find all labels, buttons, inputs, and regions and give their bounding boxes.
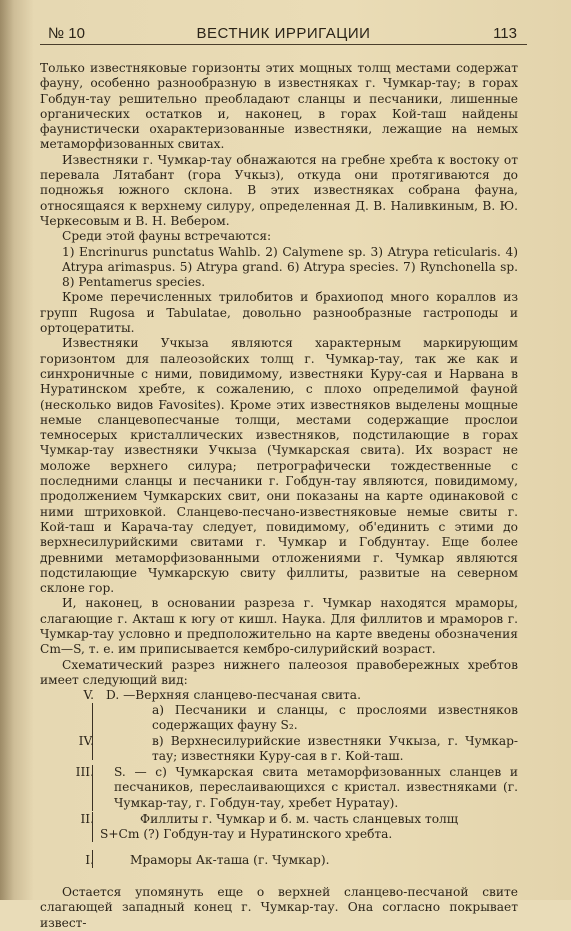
scheme-number-i: I.: [85, 853, 94, 868]
scheme-number-ii: II.: [80, 812, 94, 827]
paragraph-8: Схематический разрез нижнего палеозоя правобережных хребтов имеет следующий вид:: [40, 657, 518, 687]
scheme-brace-middle: [92, 765, 101, 811]
scheme-number-iv: IV.: [78, 734, 94, 749]
fauna-list: 1) Encrinurus punctatus Wahlb. 2) Calymene sp. 3) Atrypa reticularis. 4) Atrypa arimaspus. 5) Atrypa grand. 6) Atrypa species. 7) Rynchonella sp. 8) Pentamerus species.: [62, 244, 518, 290]
paragraph-2: Известняки г. Чумкар-тау обнажаются на гребне хребта к востоку от перевала Лятабант (гора Учкыз), откуда они протягиваются до подножья южного склона. В этих известняках собрана фауна, относящаяся к верхнему силуру, определенная Д. В. Наливкиным, В. Ю. Черкесовым и В. Н. Вебером.: [40, 152, 518, 228]
scheme-brace-upper: [92, 703, 101, 760]
paragraph-1: Только известняковые горизонты этих мощных толщ местами содержат фауну, особенно разнообразную в известняках г. Чумкар-тау; в горах Гобдун-тау решительно преобладают сланцы и песчаники, лишенные органических остатков и, наконец, в горах Кой-таш найдены фаунистически охарактеризованные известняки, лежащие на немых метаморфизованных свитах.: [40, 61, 518, 152]
scheme-item-f1: Филлиты г. Чумкар и б. м. часть сланцевых толщ: [140, 812, 459, 827]
scheme-item-a: а) Песчаники и сланцы, с прослоями известняков содержащих фауну S₂.: [152, 703, 518, 733]
page-number: 113: [493, 25, 517, 42]
scheme-item-f2: S+Cm (?) Гобдун-тау и Нуратинского хребта.: [100, 827, 393, 842]
scheme-number-iii: III.: [75, 765, 94, 780]
scheme-item-b: в) Верхнесилурийские известняки Учкыза, г. Чумкар-тау; известняки Куру-сая в г. Кой-таш.: [152, 734, 518, 764]
paragraph-6: Известняки Учкыза являются характерным маркирующим горизонтом для палеозойских толщ г. Чумкар-тау, так же как и синхроничные с ними, повидимому, известняки Куру-сая и Нарвана в Нуратинском хребте, к сожалению, с плохо определимой фауной (несколько видов Favosites). Кроме этих известняков выделены мощные немые сланцевопесчаные толщи, местами содержащие прослои темносерых кристаллических известняков, подстилающие в горах Чумкар-тау известняки Учкыза (Чумкарская свита). Их возраст не моложе верхнего силура; петрографически тождественные с последними сланцы и песчаники г. Гобдун-тау являются, повидимому, продолжением Чумкарских свит, они показаны на карте одинаковой с ними штриховкой. Сланцево-песчано-известняковые немые свиты г. Кой-таш и Карача-тау следует, повидимому, об'единить с этими до верхнесилурийскими свитами г. Чумкар и Гобдунтау. Еще более древними метаморфизованными отложениями г. Чумкар являются подстилающие Чумкарскую свиту филлиты, развитые на северном склоне гор.: [40, 336, 518, 596]
scheme-item-c: S. — с) Чумкарская свита метаморфизованных сланцев и песчаников, переслаивающихся с кристал. известняками (г. Чумкар-тау, г. Гобдун-тау, хребет Нуратау).: [114, 765, 518, 810]
paragraph-9: Остается упомянуть еще о верхней сланцево-песчаной свите слагающей западный конец г. Чумкар-тау. Она согласно покрывает извест-: [40, 885, 518, 930]
scheme-item-m: Мраморы Ак-таша (г. Чумкар).: [130, 853, 330, 868]
page-body: [40, 61, 518, 931]
running-header: [40, 22, 527, 45]
scheme-brace-bottom: [92, 850, 101, 868]
journal-title: ВЕСТНИК ИРРИГАЦИИ: [196, 25, 371, 42]
scheme-item-d: D. —Верхняя сланцево-песчаная свита.: [106, 688, 361, 703]
paragraph-3: Среди этой фауны встречаются:: [62, 229, 272, 244]
stratigraphic-scheme: [40, 688, 518, 885]
scheme-number-v: V.: [83, 688, 94, 703]
paragraph-7: И, наконец, в основании разреза г. Чумкар находятся мраморы, слагающие г. Акташ к югу от кишл. Наука. Для филлитов и мраморов г. Чумкар-тау условно и предположительно на карте введены обозначения Cm—S, т. е. им приписывается кембро-силурийский возраст.: [40, 596, 518, 657]
issue-number: № 10: [48, 25, 85, 42]
paragraph-5: Кроме перечисленных трилобитов и брахиопод много кораллов из групп Rugosa и Tabulatae, довольно разнообразные гастроподы и ортоцератиты.: [40, 290, 518, 336]
